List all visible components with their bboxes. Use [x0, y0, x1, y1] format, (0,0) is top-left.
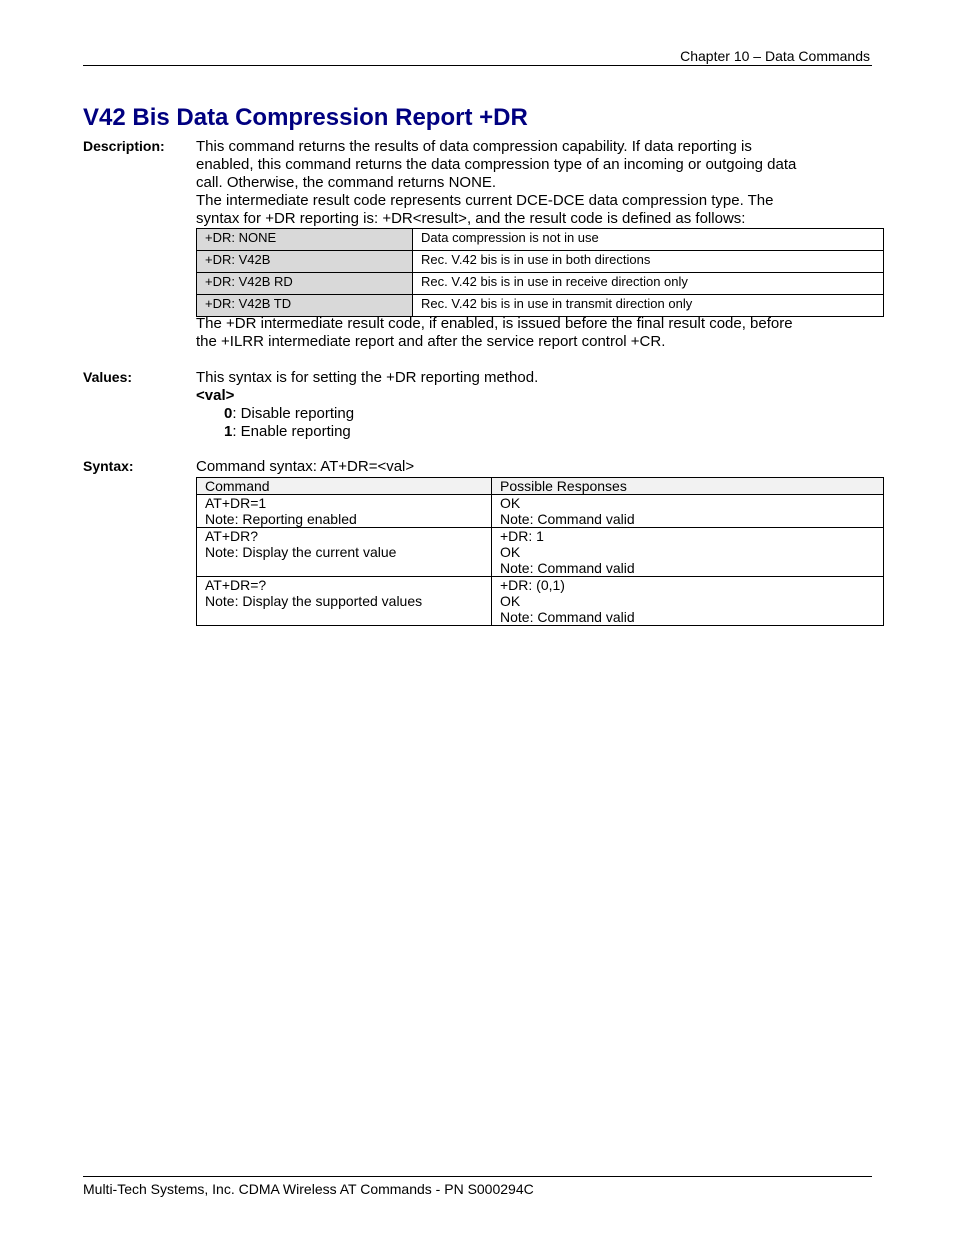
result-meaning: Rec. V.42 bis is in use in both directions — [413, 251, 884, 273]
description-text — [196, 138, 876, 228]
description-line: This command returns the results of data compression capability. If data reporting is — [196, 138, 752, 155]
response-cell — [492, 577, 884, 626]
response-cell — [492, 528, 884, 577]
description-line: the +ILRR intermediate report and after the service report control +CR. — [196, 333, 666, 350]
command-text: AT+DR? — [205, 528, 259, 544]
values-text — [196, 369, 876, 441]
description-line: syntax for +DR reporting is: +DR<result>, and the result code is defined as follows: — [196, 210, 746, 227]
description-label: Description: — [83, 138, 165, 154]
column-header-responses: Possible Responses — [492, 478, 884, 495]
response-text: OK — [500, 495, 521, 511]
command-note: Note: Display the current value — [205, 544, 397, 560]
result-code: +DR: V42B — [197, 251, 413, 273]
table-header-row — [197, 478, 884, 495]
response-text: OK — [500, 544, 521, 560]
table-row — [197, 577, 884, 626]
response-text: +DR: 1 — [500, 528, 544, 544]
value-text: : Enable reporting — [232, 423, 351, 440]
table-row — [197, 295, 884, 317]
command-cell — [197, 495, 492, 528]
values-label: Values: — [83, 369, 133, 385]
response-note: Note: Command valid — [500, 560, 635, 576]
description-line: call. Otherwise, the command returns NONE. — [196, 174, 497, 191]
command-note: Note: Reporting enabled — [205, 511, 357, 527]
result-code: +DR: V42B TD — [197, 295, 413, 317]
values-intro: This syntax is for setting the +DR reporting method. — [196, 369, 539, 386]
description-line: The +DR intermediate result code, if enabled, is issued before the final result code, before — [196, 315, 793, 332]
result-code-table — [196, 228, 884, 317]
response-note: Note: Command valid — [500, 511, 635, 527]
table-row — [197, 528, 884, 577]
result-meaning: Data compression is not in use — [413, 229, 884, 251]
table-row — [197, 251, 884, 273]
table-row — [197, 229, 884, 251]
command-cell — [197, 528, 492, 577]
result-code: +DR: NONE — [197, 229, 413, 251]
value-option — [196, 423, 876, 441]
syntax-label: Syntax: — [83, 458, 134, 474]
table-row — [197, 273, 884, 295]
command-cell — [197, 577, 492, 626]
command-note: Note: Display the supported values — [205, 593, 423, 609]
syntax-table — [196, 477, 884, 626]
column-header-command: Command — [197, 478, 492, 495]
result-meaning: Rec. V.42 bis is in use in transmit direction only — [413, 295, 884, 317]
chapter-title: Chapter 10 – Data Commands — [680, 48, 870, 64]
description-line: enabled, this command returns the data compression type of an incoming or outgoing data — [196, 156, 797, 173]
footer-divider — [83, 1176, 872, 1177]
page-footer: Multi-Tech Systems, Inc. CDMA Wireless AT Commands - PN S000294C — [83, 1181, 534, 1197]
value-key: 1 — [224, 423, 233, 440]
command-text: AT+DR=? — [205, 577, 267, 593]
value-option — [196, 405, 876, 423]
value-key: 0 — [224, 405, 233, 422]
description-after-text — [196, 315, 876, 351]
table-row — [197, 495, 884, 528]
command-text: AT+DR=1 — [205, 495, 267, 511]
result-code: +DR: V42B RD — [197, 273, 413, 295]
description-line: The intermediate result code represents current DCE-DCE data compression type. The — [196, 192, 774, 209]
response-text: OK — [500, 593, 521, 609]
response-note: Note: Command valid — [500, 609, 635, 625]
syntax-intro: Command syntax: AT+DR=<val> — [196, 458, 415, 475]
page-header — [83, 47, 872, 66]
response-cell — [492, 495, 884, 528]
result-meaning: Rec. V.42 bis is in use in receive direction only — [413, 273, 884, 295]
response-text: +DR: (0,1) — [500, 577, 565, 593]
param-name: <val> — [196, 387, 235, 404]
page-title: V42 Bis Data Compression Report +DR — [83, 104, 528, 131]
value-text: : Disable reporting — [232, 405, 355, 422]
